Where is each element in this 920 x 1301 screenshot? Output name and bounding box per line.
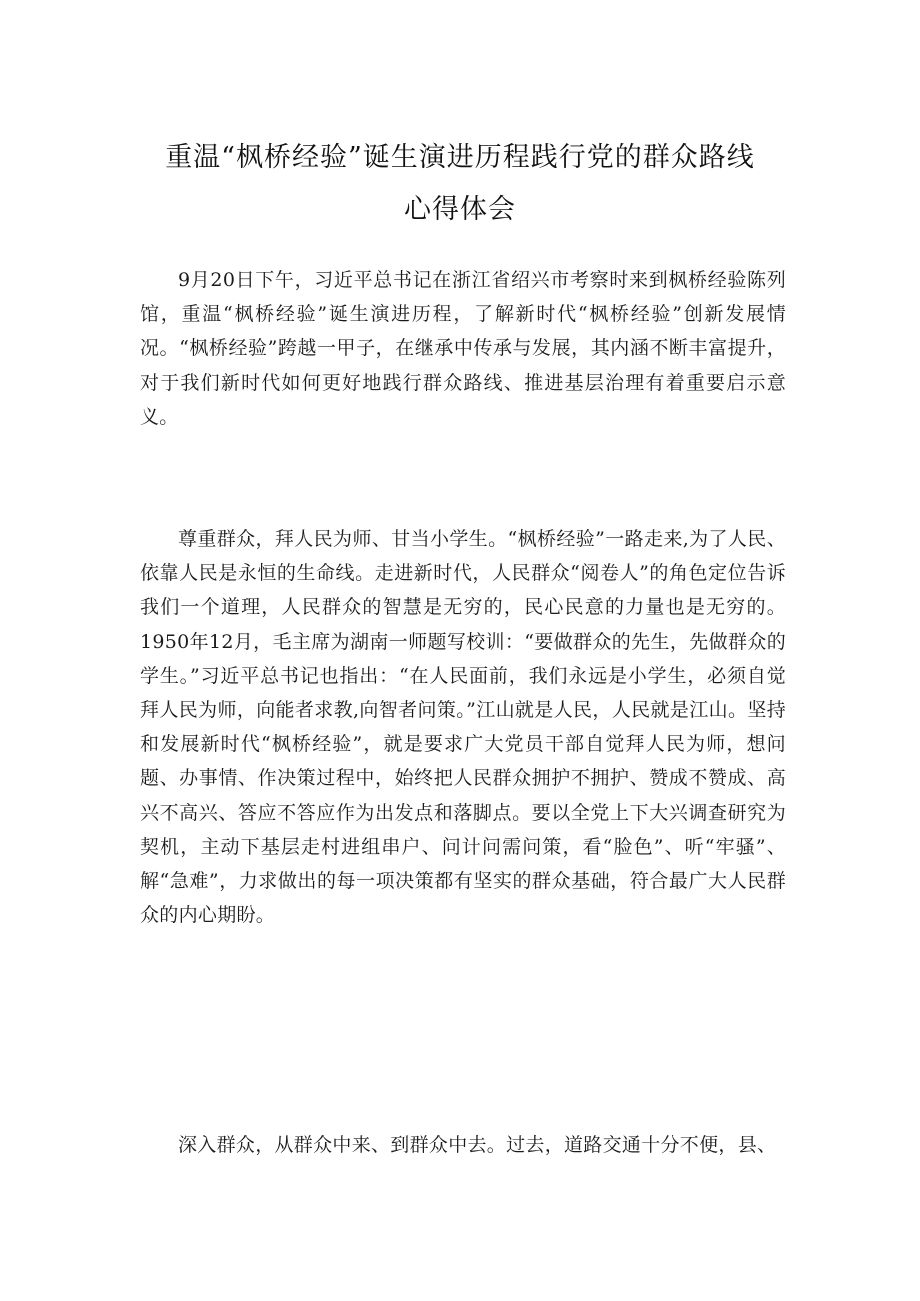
paragraph-1: 9月20日下午，习近平总书记在浙江省绍兴市考察时来到枫桥经验陈列馆，重温“枫桥经验”诞生演进历程，了解新时代“枫桥经验”创新发展情况。“枫桥经验”跨越一甲子，在继承中传承与发展，其内涵不断丰富提升，对于我们新时代如何更好地践行群众路线、推进基层治理有着重要启示意义。 [140,269,786,428]
paragraph-3-block [140,1128,786,1162]
paragraph-3: 深入群众，从群众中来、到群众中去。过去，道路交通十分不便，县、 [178,1134,777,1156]
document-title-line-1: 重温“枫桥经验”诞生演进历程践行党的群众路线 [165,142,755,173]
paragraph-2-block [140,522,786,932]
paragraph-1-block [140,263,786,434]
document-title-line-2: 心得体会 [404,194,516,225]
paragraph-2: 尊重群众，拜人民为师、甘当小学生。“枫桥经验”一路走来,为了人民、依靠人民是永恒的生命线。走进新时代，人民群众“阅卷人”的角色定位告诉我们一个道理，人民群众的智慧是无穷的，民心民意的力量也是无穷的。1950年12月，毛主席为湖南一师题写校训：“要做群众的先生，先做群众的学生。”习近平总书记也指出：“在人民面前，我们永远是小学生，必须自觉拜人民为师，向能者求教,向智者问策。”江山就是人民，人民就是江山。坚持和发展新时代“枫桥经验”，就是要求广大党员干部自觉拜人民为师，想问题、办事情、作决策过程中，始终把人民群众拥护不拥护、赞成不赞成、高兴不高兴、答应不答应作为出发点和落脚点。要以全党上下大兴调查研究为契机，主动下基层走村进组串户、问计问需问策，看“脸色”、听“牢骚”、解“急难”，力求做出的每一项决策都有坚实的群众基础，符合最广大人民群众的内心期盼。 [140,528,786,927]
